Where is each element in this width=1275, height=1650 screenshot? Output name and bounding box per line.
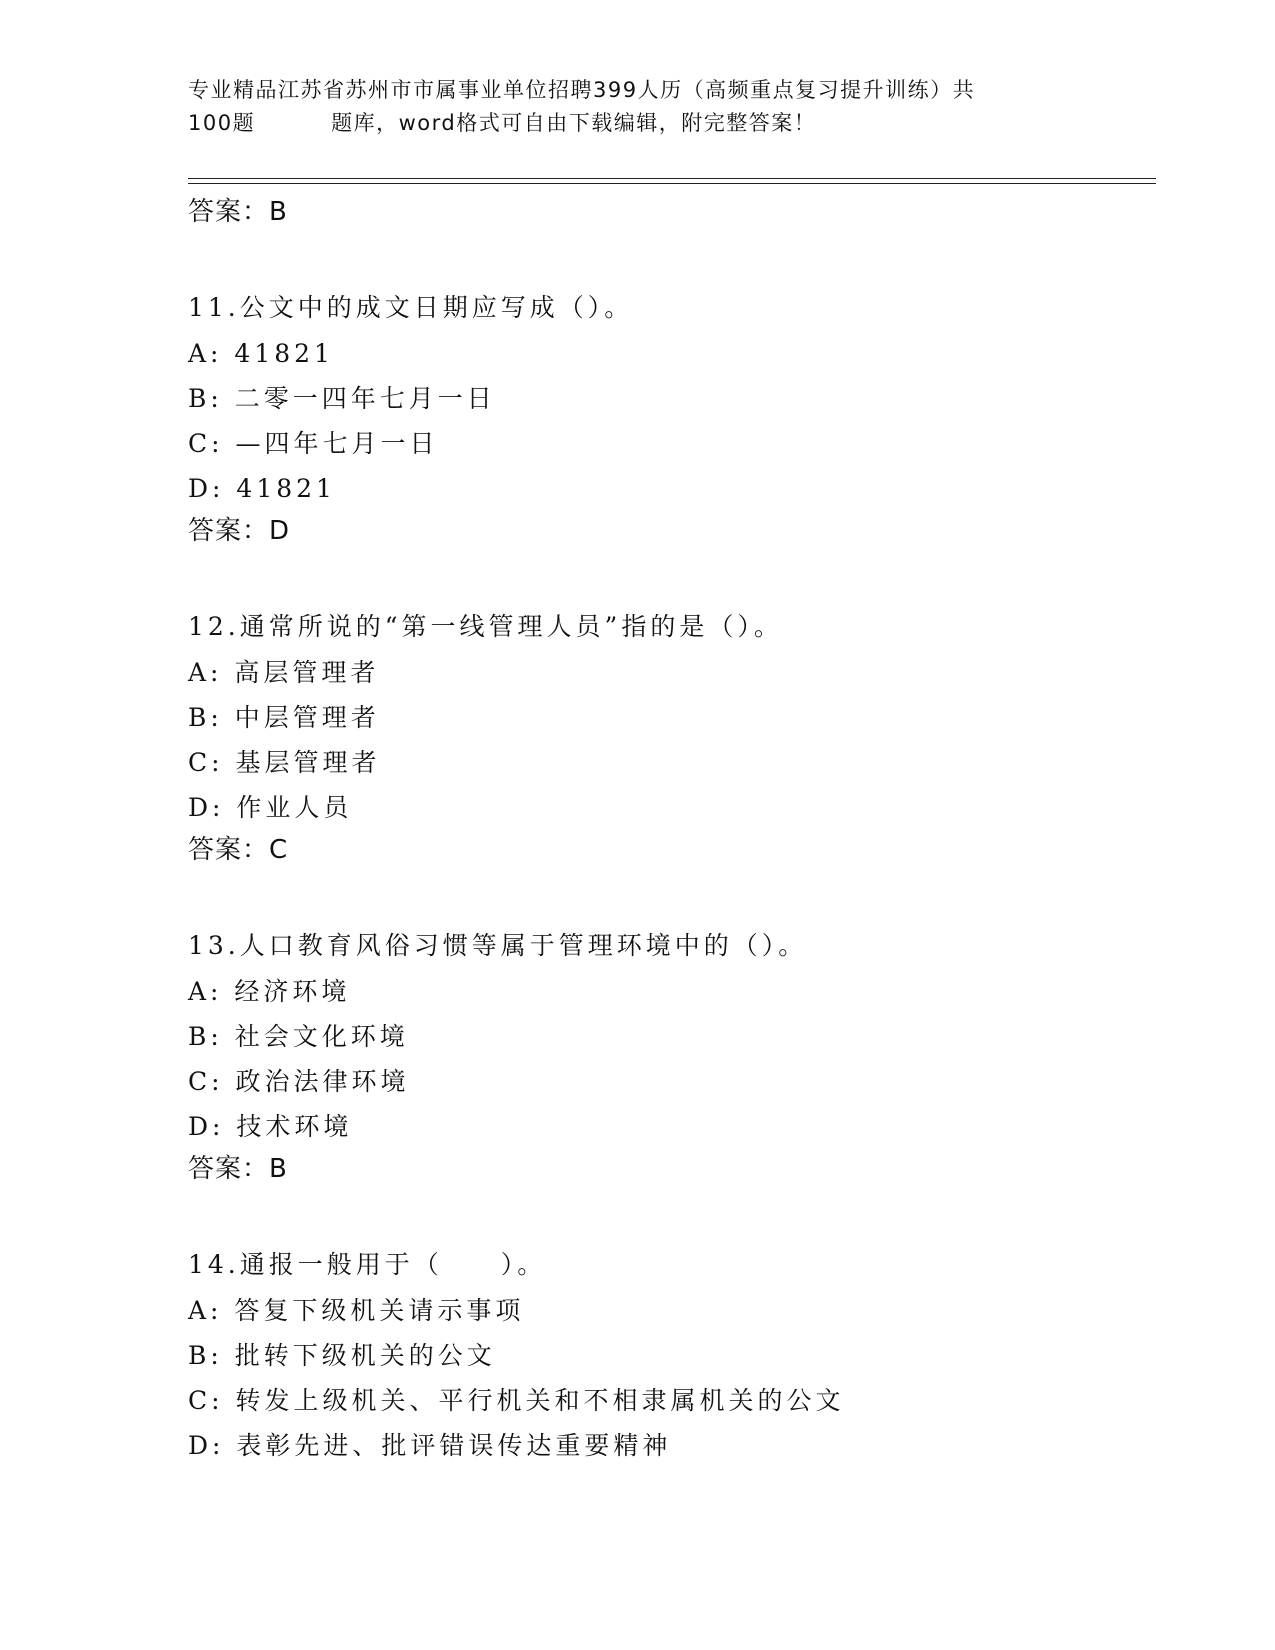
document-header xyxy=(188,74,1068,140)
option-c: C: 政治法律环境 xyxy=(188,1067,410,1096)
option-d: D: 表彰先进、批评错误传达重要精神 xyxy=(188,1431,672,1460)
option-a: A: 经济环境 xyxy=(188,977,351,1006)
header-line-2-rest: 题库，word格式可自由下载编辑，附完整答案！ xyxy=(331,111,817,135)
question-stem: 14.通报一般用于（ ）。 xyxy=(188,1250,547,1279)
document-body xyxy=(188,192,1148,1468)
option-a: A: 答复下级机关请示事项 xyxy=(188,1296,525,1325)
option-b: B: 中层管理者 xyxy=(188,703,380,732)
option-c: C: —四年七月一日 xyxy=(188,429,439,458)
question-stem: 11.公文中的成文日期应写成（）。 xyxy=(188,293,634,322)
answer-line: 答案：C xyxy=(188,835,289,865)
header-rule-top xyxy=(188,178,1156,179)
header-rule-bottom xyxy=(188,183,1156,184)
option-b: B: 批转下级机关的公文 xyxy=(188,1341,496,1370)
answer-line: 答案：B xyxy=(188,197,288,227)
option-c: C: 转发上级机关、平行机关和不相隶属机关的公文 xyxy=(188,1386,845,1415)
option-d: D: 41821 xyxy=(188,474,336,503)
option-a: A: 高层管理者 xyxy=(188,658,380,687)
option-d: D: 技术环境 xyxy=(188,1112,353,1141)
option-c: C: 基层管理者 xyxy=(188,748,381,777)
question-block-14 xyxy=(188,1242,1148,1468)
option-d: D: 作业人员 xyxy=(188,793,353,822)
question-stem: 12.通常所说的“第一线管理人员”指的是（）。 xyxy=(188,612,783,641)
answer-line: 答案：D xyxy=(188,516,291,546)
question-stem: 13.人口教育风俗习惯等属于管理环境中的（）。 xyxy=(188,931,808,960)
question-block-12 xyxy=(188,604,1148,870)
option-a: A: 41821 xyxy=(188,339,334,368)
question-block-11 xyxy=(188,285,1148,551)
option-b: B: 社会文化环境 xyxy=(188,1022,409,1051)
header-line-2 xyxy=(188,107,1068,140)
header-line-2-count: 100题 xyxy=(188,111,256,135)
option-b: B: 二零一四年七月一日 xyxy=(188,384,496,413)
question-block-13 xyxy=(188,923,1148,1189)
answer-line: 答案：B xyxy=(188,1154,288,1184)
header-line-1: 专业精品江苏省苏州市市属事业单位招聘399人历（高频重点复习提升训练）共 xyxy=(188,78,976,102)
